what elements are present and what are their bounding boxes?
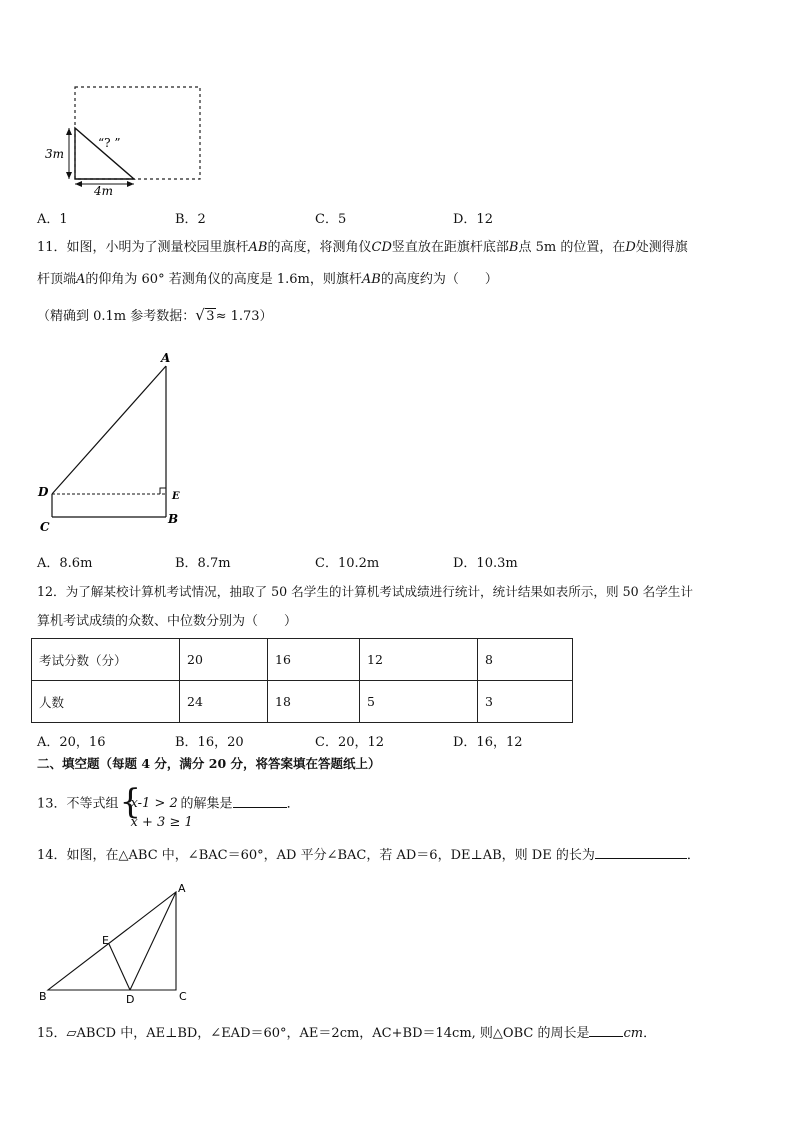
q14-line: 14．如图，在△ABC 中，∠BAC＝60°，AD 平分∠BAC，若 AD＝6，DE⊥AB，则 DE 的长为 ． <box>37 848 700 863</box>
label-d: D <box>126 993 135 1006</box>
label-e: E <box>172 491 180 502</box>
right-angle-mark <box>160 488 166 494</box>
q12-option-a: A．20，16 <box>37 735 106 750</box>
sqrt-expression: √ 3 <box>195 306 215 324</box>
table-cell: 5 <box>360 681 478 723</box>
q11-option-d: D．10.3m <box>453 556 518 571</box>
inequality-system: { x-1 > 2 x + 3 ≥ 1 <box>119 782 193 830</box>
section-title: 二、填空题（每题 4 分，满分 20 分，将答案填在答题纸上） <box>37 756 381 771</box>
q12-option-b: B．16，20 <box>175 735 244 750</box>
q10-option-a: A．1 <box>37 212 68 227</box>
label-e: E <box>102 934 109 947</box>
q11-option-c: C．10.2m <box>315 556 380 571</box>
q10-option-d: D．12 <box>453 212 493 227</box>
segment-de <box>109 944 130 990</box>
answer-blank[interactable] <box>595 846 687 859</box>
answer-blank[interactable] <box>589 1024 623 1037</box>
q13-line: 13．不等式组 { x-1 > 2 x + 3 ≥ 1 的解集是 ． <box>37 782 300 830</box>
label-b: B <box>168 512 179 526</box>
q11-note: （精确到 0.1m 参考数据： √ 3≈ 1.73） <box>37 306 273 324</box>
answer-blank[interactable] <box>233 795 287 808</box>
table-cell: 20 <box>180 639 268 681</box>
table-cell: 18 <box>268 681 360 723</box>
q10-figure <box>44 82 209 197</box>
width-arrow-left <box>75 181 82 187</box>
q12-line2: 算机考试成绩的众数、中位数分别为（ ） <box>37 614 298 629</box>
dashed-rectangle <box>75 87 200 179</box>
table-cell: 人数 <box>32 681 180 723</box>
question-label: “? ” <box>98 136 121 150</box>
triangle-abc <box>48 892 176 990</box>
table-cell: 24 <box>180 681 268 723</box>
label-a: A <box>161 351 171 365</box>
label-a: A <box>178 882 186 895</box>
q10-option-b: B．2 <box>175 212 206 227</box>
label-c: C <box>40 520 50 533</box>
q12-line1: 12．为了解某校计算机考试情况，抽取了 50 名学生的计算机考试成绩进行统计，统计结果如表所示，则 50 名学生计 <box>37 584 693 599</box>
q14-figure <box>36 878 196 1008</box>
table-row <box>32 639 573 681</box>
label-d: D <box>38 485 49 499</box>
table-row <box>32 681 573 723</box>
q15-line: 15．▱ABCD 中，AE⊥BD，∠EAD＝60°，AE＝2cm，AC+BD＝14cm, 则△OBC 的周长是 cm． <box>37 1026 657 1041</box>
width-label: 4m <box>94 184 114 197</box>
label-c: C <box>179 990 187 1003</box>
q11-option-a: A．8.6m <box>37 556 93 571</box>
height-arrow-bottom <box>66 172 72 179</box>
q10-option-c: C．5 <box>315 212 347 227</box>
q11-figure <box>34 348 194 533</box>
label-b: B <box>39 990 47 1003</box>
height-label: 3m <box>45 147 65 161</box>
q12-option-d: D．16，12 <box>453 735 523 750</box>
table-cell: 考试分数（分） <box>32 639 180 681</box>
table-cell: 12 <box>360 639 478 681</box>
sight-line-da <box>52 366 166 494</box>
table-cell: 16 <box>268 639 360 681</box>
q11-option-b: B．8.7m <box>175 556 231 571</box>
height-arrow-top <box>66 128 72 135</box>
q12-option-c: C．20，12 <box>315 735 385 750</box>
table-cell: 3 <box>478 681 573 723</box>
score-table <box>31 638 573 723</box>
segment-ad <box>130 892 176 990</box>
q11-line2: 杆顶端A的仰角为 60° 若测角仪的高度是 1.6m，则旗杆AB的高度约为（ ） <box>37 272 498 287</box>
table-cell: 8 <box>478 639 573 681</box>
width-arrow-right <box>127 181 134 187</box>
q11-line1: 11．如图，小明为了测量校园里旗杆AB的高度，将测角仪CD竖直放在距旗杆底部B点 5m 的位置，在D处测得旗 <box>37 240 688 255</box>
